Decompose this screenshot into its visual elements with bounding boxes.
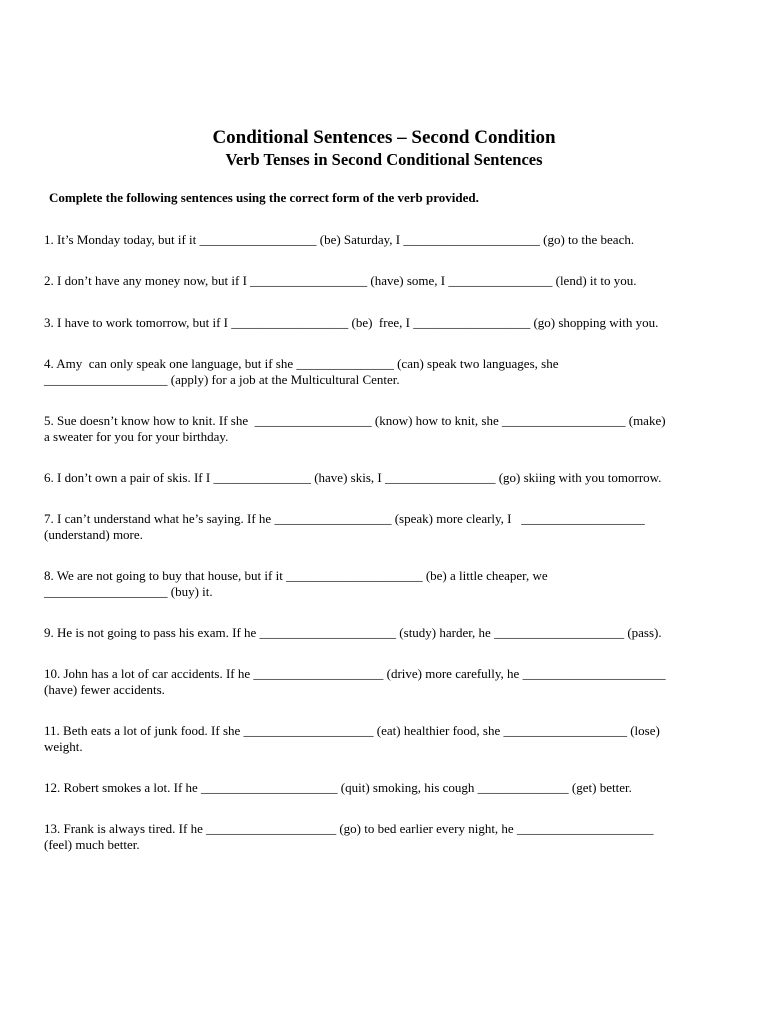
exercise-item-5 [44,413,724,445]
exercise-line: 11. Beth eats a lot of junk food. If she ____________________ (eat) healthier food, she ___________________ (lose) [44,723,660,738]
exercise-item-12 [44,780,724,796]
exercise-item-4 [44,356,724,388]
instructions: Complete the following sentences using the correct form of the verb provided. [49,190,479,205]
exercise-line: 4. Amy can only speak one language, but if she _______________ (can) speak two languages, she [44,356,559,371]
exercise-item-9 [44,625,724,641]
exercise-line: 9. He is not going to pass his exam. If he _____________________ (study) harder, he ____________________ (pass). [44,625,662,640]
exercise-line: a sweater for you for your birthday. [44,429,229,444]
exercise-line: (understand) more. [44,527,143,542]
exercise-item-13 [44,821,724,853]
exercise-line: 5. Sue doesn’t know how to knit. If she __________________ (know) how to knit, she ___________________ (make) [44,413,666,428]
exercise-line: (feel) much better. [44,837,140,852]
exercise-item-7 [44,511,724,543]
exercise-line: 1. It’s Monday today, but if it __________________ (be) Saturday, I _____________________ (go) to the beach. [44,232,635,247]
exercise-item-1 [44,232,724,248]
exercise-item-10 [44,666,724,698]
exercise-line: (have) fewer accidents. [44,682,165,697]
page-subtitle: Verb Tenses in Second Conditional Sentences [225,150,543,169]
page-title: Conditional Sentences – Second Condition [212,127,556,148]
exercise-line: ___________________ (buy) it. [44,584,213,599]
exercise-line: 8. We are not going to buy that house, but if it _____________________ (be) a little cheaper, we [44,568,548,583]
exercise-line: 3. I have to work tomorrow, but if I __________________ (be) free, I __________________ (go) shopping with you. [44,315,659,330]
exercise-item-6 [44,470,724,486]
exercise-line: 10. John has a lot of car accidents. If he ____________________ (drive) more carefully, he ______________________ [44,666,666,681]
exercise-line: 12. Robert smokes a lot. If he _____________________ (quit) smoking, his cough ______________ (get) better. [44,780,632,795]
exercise-line: 6. I don’t own a pair of skis. If I _______________ (have) skis, I _________________ (go) skiing with you tomorrow. [44,470,662,485]
exercise-item-3 [44,315,724,331]
exercise-item-8 [44,568,724,600]
exercise-item-2 [44,273,724,289]
exercise-line: ___________________ (apply) for a job at the Multicultural Center. [44,372,400,387]
exercise-line: 2. I don’t have any money now, but if I __________________ (have) some, I ________________ (lend) it to you. [44,273,637,288]
exercise-line: 13. Frank is always tired. If he ____________________ (go) to bed earlier every night, he _____________________ [44,821,654,836]
exercise-line: 7. I can’t understand what he’s saying. If he __________________ (speak) more clearly, I ___________________ [44,511,645,526]
exercise-line: weight. [44,739,83,754]
exercise-item-11 [44,723,724,755]
